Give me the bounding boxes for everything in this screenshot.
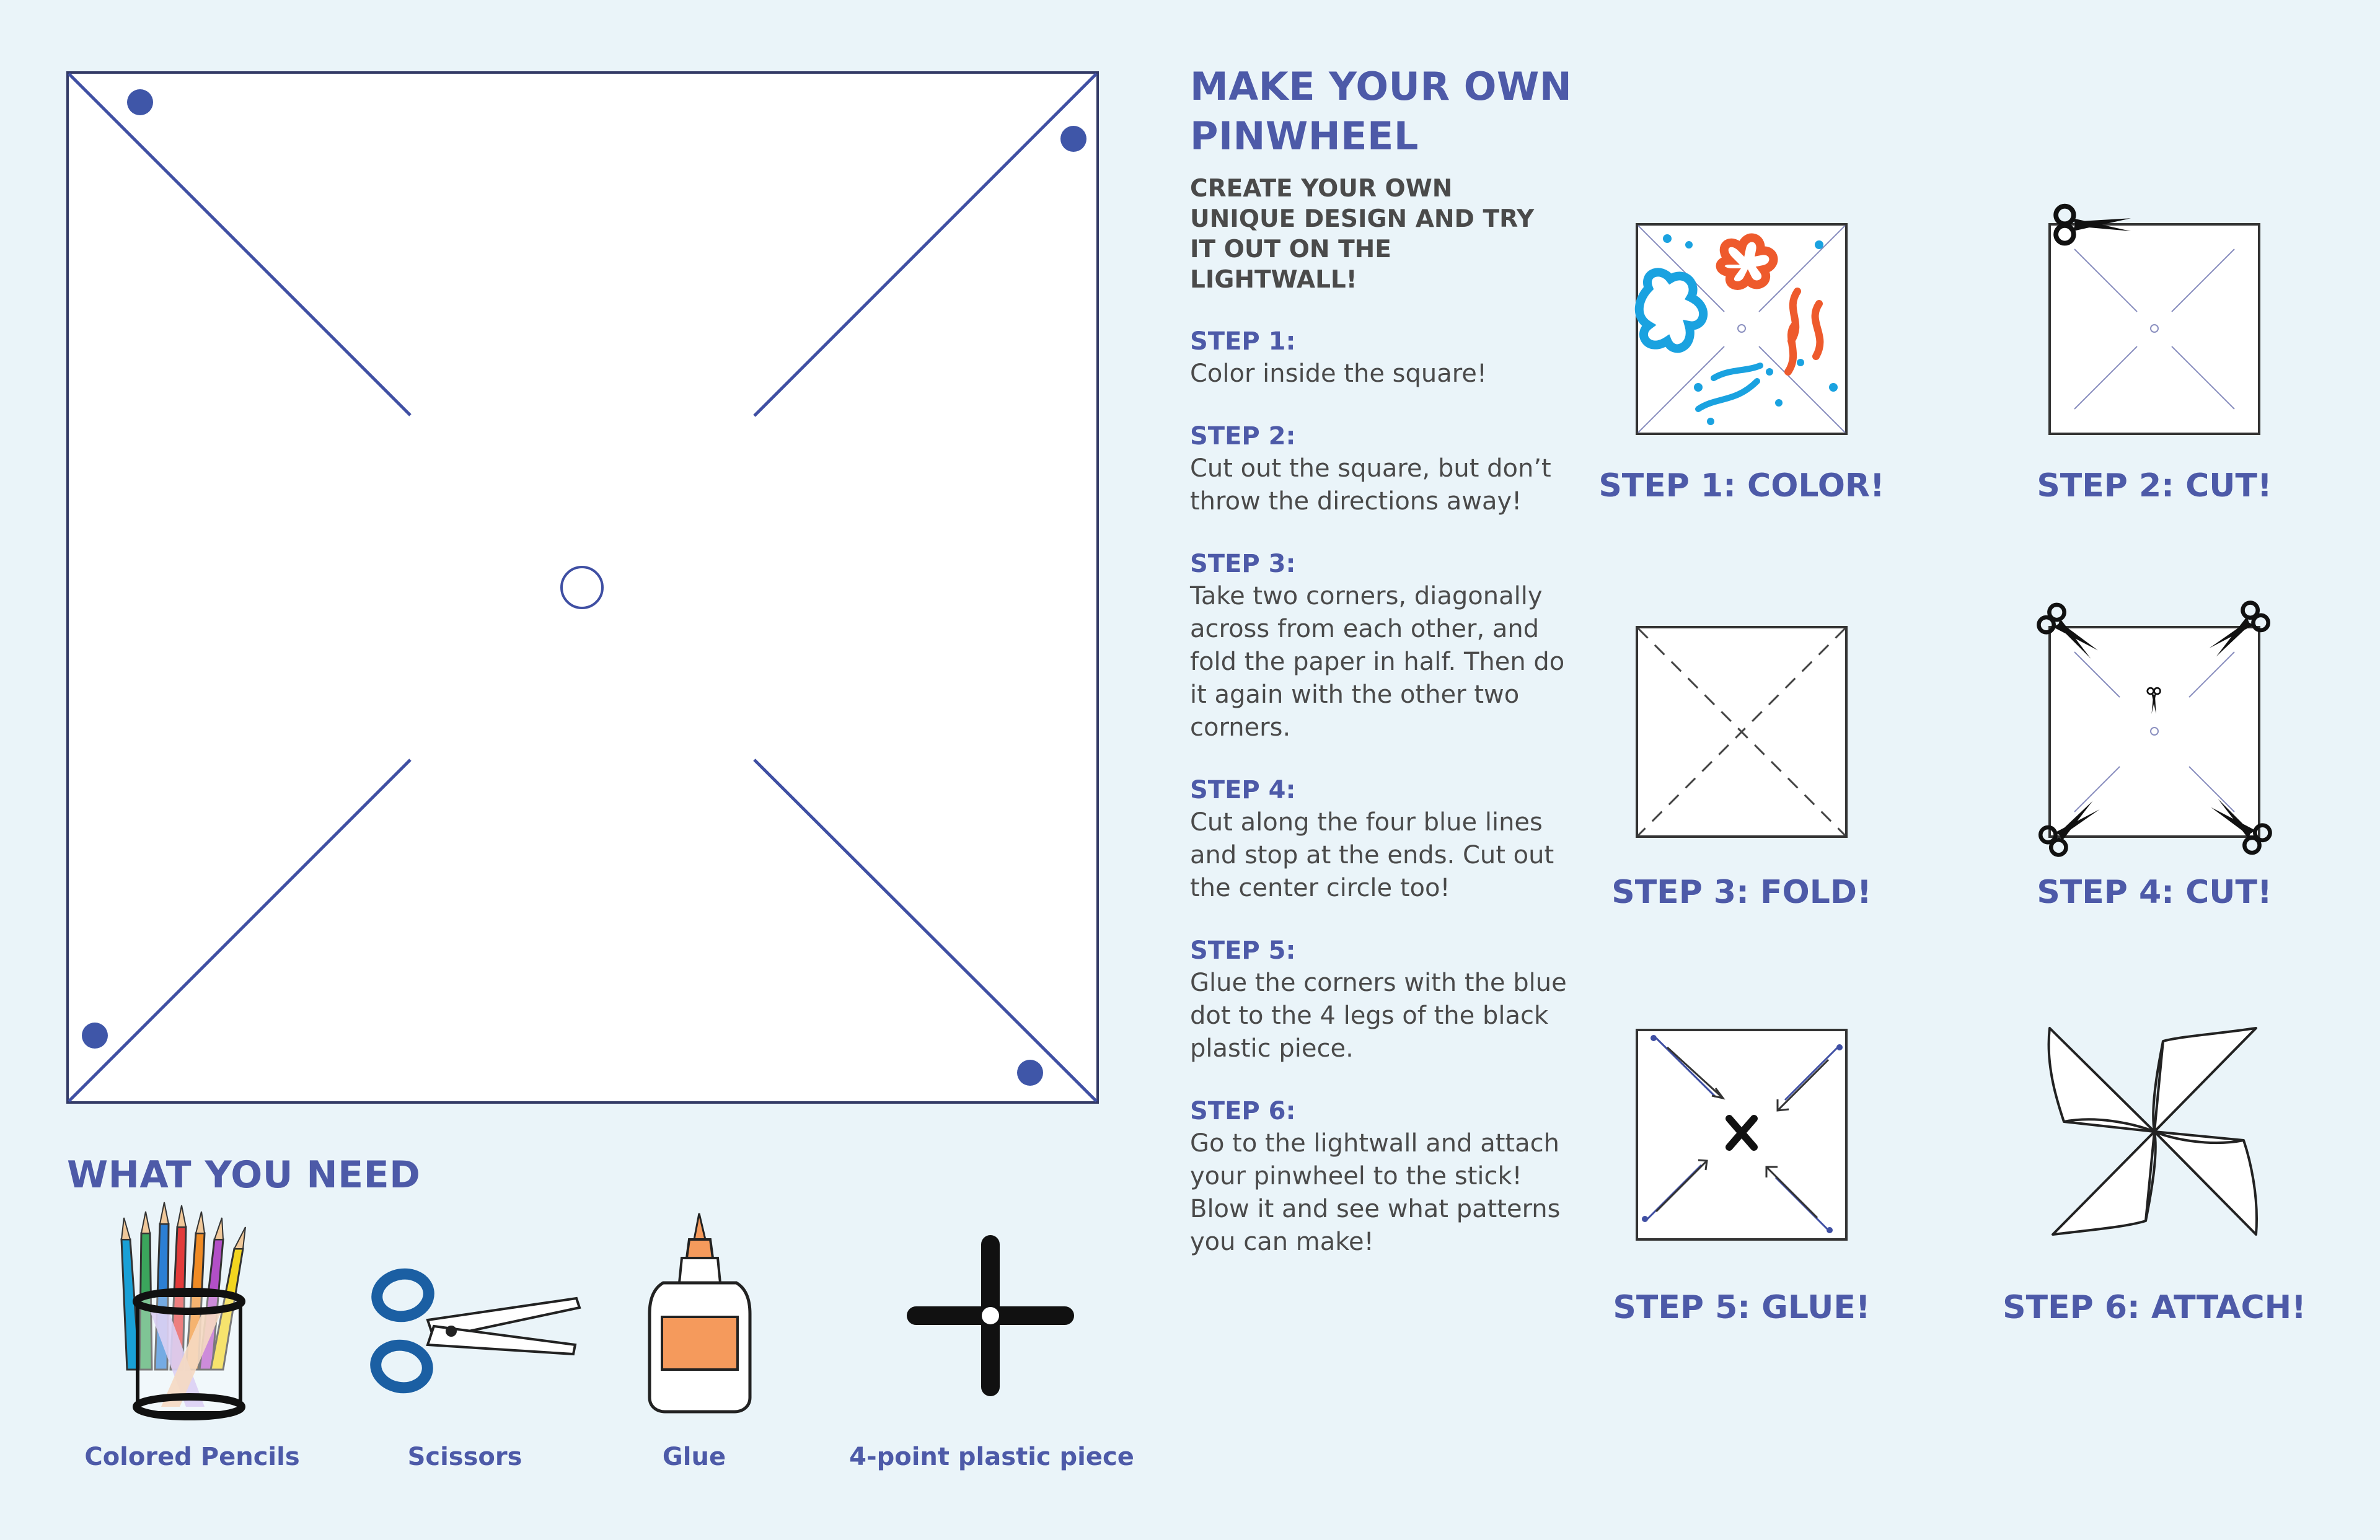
caption-step4: STEP 4: CUT! <box>2037 874 2272 911</box>
glue-bottle-icon <box>650 1213 750 1412</box>
step-text: Cut along the four blue lines and stop at the ends. Cut out the center circle too! <box>1190 808 1554 902</box>
step-title: STEP 4: <box>1190 776 1296 804</box>
caption-step6: STEP 6: ATTACH! <box>2003 1289 2306 1326</box>
supply-label-scissors: Scissors <box>407 1443 522 1471</box>
step-text: Color inside the square! <box>1190 359 1487 388</box>
caption-step2: STEP 2: CUT! <box>2037 467 2272 504</box>
supply-label-pencils: Colored Pencils <box>84 1443 300 1471</box>
step-text: Take two corners, diagonally across from each other, and fold the paper in half. Then do it again with the other two corners. <box>1190 582 1565 742</box>
colored-pencils-icon <box>121 1202 245 1417</box>
what-you-need-title: WHAT YOU NEED <box>67 1153 421 1197</box>
intro-text: CREATE YOUR OWN UNIQUE DESIGN AND TRY IT OUT ON THE LIGHTWALL! <box>1190 175 1535 294</box>
scissors-icon <box>372 1270 580 1392</box>
step-title: STEP 5: <box>1190 936 1296 965</box>
step-text: Cut out the square, but don’t throw the directions away! <box>1190 454 1551 516</box>
step-text: Go to the lightwall and attach your pinwheel to the stick! Blow it and see what patterns you can make! <box>1190 1129 1561 1256</box>
step-title: STEP 2: <box>1190 422 1296 451</box>
supply-label-plastic-piece: 4-point plastic piece <box>849 1443 1134 1471</box>
caption-step1: STEP 1: COLOR! <box>1598 467 1885 504</box>
step-title: STEP 3: <box>1190 550 1296 578</box>
supply-label-glue: Glue <box>662 1443 726 1471</box>
step-text: Glue the corners with the blue dot to the 4 legs of the black plastic piece. <box>1190 969 1567 1063</box>
step-title: STEP 1: <box>1190 327 1296 356</box>
page-title: MAKE YOUR OWN PINWHEEL <box>1190 64 1572 159</box>
step-title: STEP 6: <box>1190 1097 1296 1125</box>
caption-step3: STEP 3: FOLD! <box>1611 874 1872 911</box>
caption-step5: STEP 5: GLUE! <box>1613 1289 1871 1326</box>
